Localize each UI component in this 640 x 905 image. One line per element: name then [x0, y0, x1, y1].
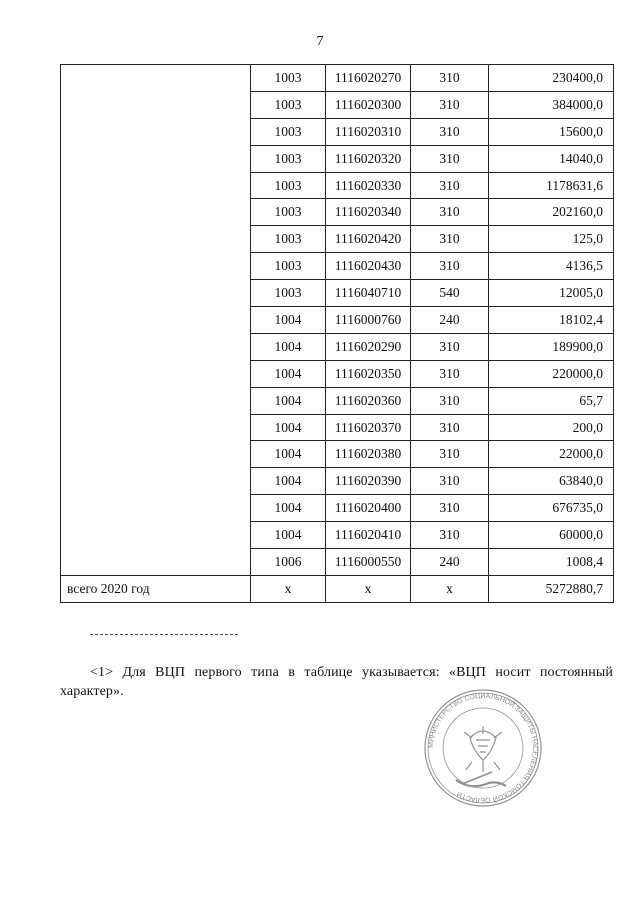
expense-type-cell: 310: [411, 495, 489, 522]
target-article-cell: 1116020370: [326, 414, 411, 441]
amount-cell: 230400,0: [489, 65, 614, 92]
section-cell: 1003: [251, 280, 326, 307]
expense-type-cell: 310: [411, 145, 489, 172]
expense-type-cell: 310: [411, 172, 489, 199]
section-cell: 1004: [251, 495, 326, 522]
budget-table: [60, 64, 614, 603]
expense-type-cell: 310: [411, 441, 489, 468]
target-article-cell: 1116020410: [326, 522, 411, 549]
target-article-cell: 1116020300: [326, 91, 411, 118]
amount-cell: 60000,0: [489, 522, 614, 549]
section-cell: 1003: [251, 118, 326, 145]
section-cell: 1003: [251, 145, 326, 172]
total-target-article-cell: х: [326, 575, 411, 602]
section-cell: 1004: [251, 387, 326, 414]
amount-cell: 676735,0: [489, 495, 614, 522]
section-cell: 1006: [251, 549, 326, 576]
section-cell: 1003: [251, 65, 326, 92]
target-article-cell: 1116020310: [326, 118, 411, 145]
amount-cell: 12005,0: [489, 280, 614, 307]
section-cell: 1004: [251, 333, 326, 360]
amount-cell: 1178631,6: [489, 172, 614, 199]
footnote-separator: [90, 634, 238, 635]
target-article-cell: 1116020430: [326, 253, 411, 280]
total-expense-type-cell: х: [411, 575, 489, 602]
expense-type-cell: 310: [411, 226, 489, 253]
expense-type-cell: 310: [411, 522, 489, 549]
target-article-cell: 1116000550: [326, 549, 411, 576]
section-cell: 1004: [251, 441, 326, 468]
amount-cell: 125,0: [489, 226, 614, 253]
target-article-cell: 1116020380: [326, 441, 411, 468]
section-cell: 1004: [251, 522, 326, 549]
target-article-cell: 1116020290: [326, 333, 411, 360]
target-article-cell: 1116020360: [326, 387, 411, 414]
amount-cell: 1008,4: [489, 549, 614, 576]
page-number: 7: [316, 34, 324, 49]
target-article-cell: 1116020270: [326, 65, 411, 92]
target-article-cell: 1116020390: [326, 468, 411, 495]
expense-type-cell: 240: [411, 549, 489, 576]
expense-type-cell: 310: [411, 360, 489, 387]
expense-type-cell: 310: [411, 333, 489, 360]
target-article-cell: 1116020420: [326, 226, 411, 253]
total-amount-cell: 5272880,7: [489, 575, 614, 602]
amount-cell: 15600,0: [489, 118, 614, 145]
section-cell: 1004: [251, 414, 326, 441]
expense-type-cell: 240: [411, 307, 489, 334]
total-label-cell: всего 2020 год: [61, 575, 251, 602]
section-cell: 1003: [251, 253, 326, 280]
expense-type-cell: 310: [411, 199, 489, 226]
expense-type-cell: 540: [411, 280, 489, 307]
target-article-cell: 1116020330: [326, 172, 411, 199]
amount-cell: 200,0: [489, 414, 614, 441]
target-article-cell: 1116020320: [326, 145, 411, 172]
expense-type-cell: 310: [411, 91, 489, 118]
seal-ring-text: МИНИСТЕРСТВО СОЦИАЛЬНОЙ ЗАЩИТЫ НАСЕЛЕНИЯ ТОМСКОЙ ОБЛАСТИ: [427, 692, 539, 804]
footnote-text: <1> Для ВЦП первого типа в таблице указывается: «ВЦП носит постоянный характер».: [60, 665, 613, 699]
official-seal-icon: [414, 688, 552, 808]
section-cell: 1003: [251, 91, 326, 118]
section-cell: 1003: [251, 226, 326, 253]
target-article-cell: 1116020340: [326, 199, 411, 226]
table-body: [61, 65, 614, 603]
section-cell: 1004: [251, 468, 326, 495]
amount-cell: 4136,5: [489, 253, 614, 280]
target-article-cell: 1116020400: [326, 495, 411, 522]
expense-type-cell: 310: [411, 118, 489, 145]
amount-cell: 220000,0: [489, 360, 614, 387]
section-cell: 1004: [251, 360, 326, 387]
total-row: [61, 575, 614, 602]
amount-cell: 14040,0: [489, 145, 614, 172]
merged-name-cell: [61, 65, 251, 576]
expense-type-cell: 310: [411, 468, 489, 495]
expense-type-cell: 310: [411, 65, 489, 92]
amount-cell: 18102,4: [489, 307, 614, 334]
target-article-cell: 1116020350: [326, 360, 411, 387]
amount-cell: 22000,0: [489, 441, 614, 468]
expense-type-cell: 310: [411, 253, 489, 280]
amount-cell: 65,7: [489, 387, 614, 414]
expense-type-cell: 310: [411, 387, 489, 414]
target-article-cell: 1116040710: [326, 280, 411, 307]
amount-cell: 63840,0: [489, 468, 614, 495]
section-cell: 1004: [251, 307, 326, 334]
section-cell: 1003: [251, 172, 326, 199]
amount-cell: 384000,0: [489, 91, 614, 118]
amount-cell: 202160,0: [489, 199, 614, 226]
table-row: [61, 65, 614, 92]
expense-type-cell: 310: [411, 414, 489, 441]
amount-cell: 189900,0: [489, 333, 614, 360]
target-article-cell: 1116000760: [326, 307, 411, 334]
section-cell: 1003: [251, 199, 326, 226]
total-section-cell: х: [251, 575, 326, 602]
